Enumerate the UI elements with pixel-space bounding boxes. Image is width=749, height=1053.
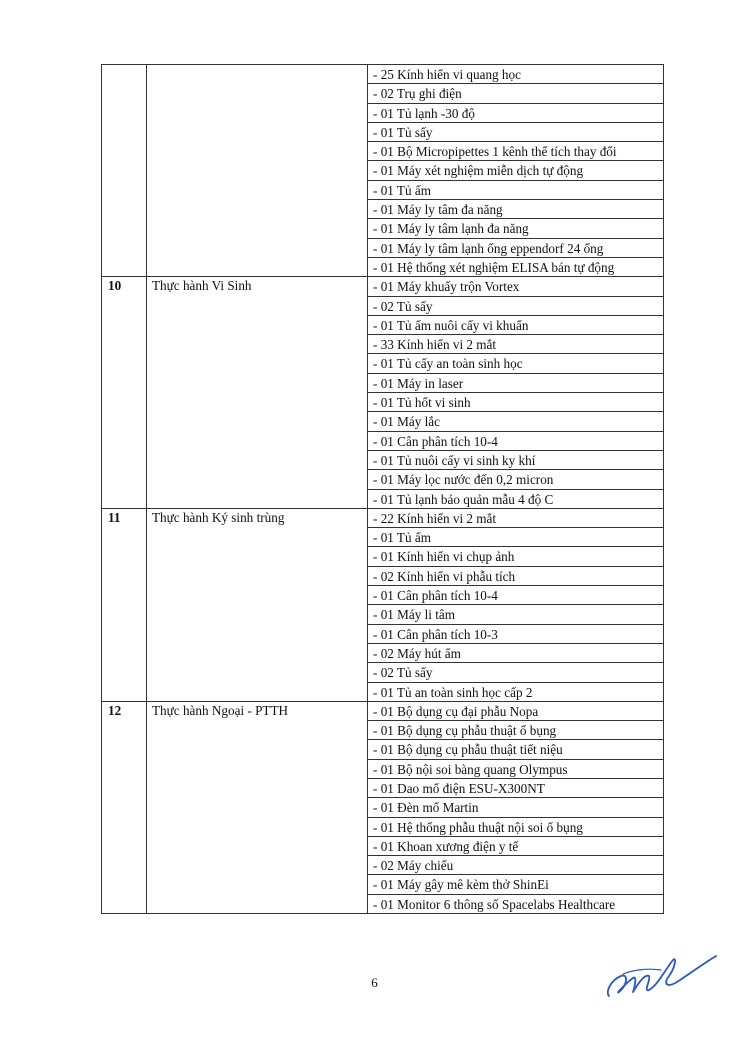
equipment-item: - 02 Trụ ghi điện <box>368 84 664 103</box>
signature-mark <box>603 940 718 1000</box>
equipment-item: - 01 Đèn mổ Martin <box>368 798 664 817</box>
equipment-item: - 01 Máy xét nghiệm miễn dịch tự động <box>368 161 664 180</box>
equipment-item: - 02 Máy hút ẩm <box>368 643 664 662</box>
equipment-item: - 01 Bộ dụng cụ đại phẫu Nopa <box>368 701 664 720</box>
equipment-item: - 01 Bộ Micropipettes 1 kênh thể tích thay đổi <box>368 142 664 161</box>
equipment-item: - 01 Máy li tâm <box>368 605 664 624</box>
equipment-item: - 01 Tủ lạnh -30 độ <box>368 103 664 122</box>
equipment-item: - 01 Máy khuấy trộn Vortex <box>368 277 664 296</box>
equipment-item: - 01 Monitor 6 thông số Spacelabs Healthcare <box>368 894 664 913</box>
equipment-item: - 01 Máy ly tâm lạnh ống eppendorf 24 ống <box>368 238 664 257</box>
equipment-item: - 01 Khoan xương điện y tế <box>368 836 664 855</box>
section-number: 12 <box>102 701 147 913</box>
equipment-item: - 01 Máy ly tâm đa năng <box>368 200 664 219</box>
equipment-item: - 01 Tủ ấm <box>368 180 664 199</box>
equipment-item: - 01 Cân phân tích 10-4 <box>368 431 664 450</box>
equipment-item: - 01 Tủ ấm nuôi cấy vi khuẩn <box>368 315 664 334</box>
table-row <box>102 65 664 84</box>
equipment-item: - 01 Hệ thống xét nghiệm ELISA bán tự động <box>368 257 664 276</box>
equipment-item: - 01 Bộ nội soi bàng quang Olympus <box>368 759 664 778</box>
equipment-item: - 01 Máy gây mê kèm thở ShinEi <box>368 875 664 894</box>
section-name: Thực hành Ngoại - PTTH <box>147 701 368 913</box>
section-name: Thực hành Vi Sinh <box>147 277 368 509</box>
equipment-item: - 01 Tủ cấy an toàn sinh học <box>368 354 664 373</box>
page-number: 6 <box>371 975 378 990</box>
equipment-item: - 01 Kính hiển vi chụp ảnh <box>368 547 664 566</box>
section-number: 10 <box>102 277 147 509</box>
equipment-item: - 02 Máy chiếu <box>368 856 664 875</box>
section-name-cell <box>147 65 368 277</box>
equipment-item: - 01 Máy in laser <box>368 373 664 392</box>
equipment-item: - 01 Dao mổ điện ESU-X300NT <box>368 778 664 797</box>
equipment-item: - 01 Máy ly tâm lạnh đa năng <box>368 219 664 238</box>
equipment-item: - 01 Tủ sấy <box>368 122 664 141</box>
equipment-item: - 22 Kính hiển vi 2 mắt <box>368 508 664 527</box>
table-row <box>102 701 664 720</box>
equipment-table <box>101 64 664 914</box>
equipment-item: - 01 Máy lắc <box>368 412 664 431</box>
section-number: 11 <box>102 508 147 701</box>
table-row <box>102 277 664 296</box>
equipment-item: - 01 Máy lọc nước đến 0,2 micron <box>368 470 664 489</box>
equipment-item: - 02 Kính hiển vi phẫu tích <box>368 566 664 585</box>
equipment-item: - 01 Cân phân tích 10-3 <box>368 624 664 643</box>
equipment-item: - 02 Tủ sấy <box>368 296 664 315</box>
equipment-item: - 01 Cân phân tích 10-4 <box>368 586 664 605</box>
equipment-item: - 01 Hệ thống phẫu thuật nội soi ổ bụng <box>368 817 664 836</box>
equipment-item: - 01 Tủ lạnh bảo quản mẫu 4 độ C <box>368 489 664 508</box>
equipment-item: - 01 Bộ dụng cụ phẫu thuật ổ bụng <box>368 721 664 740</box>
equipment-item: - 33 Kính hiển vi 2 mắt <box>368 335 664 354</box>
equipment-item: - 01 Tủ nuôi cấy vi sinh ky khí <box>368 450 664 469</box>
table-row <box>102 508 664 527</box>
equipment-item: - 01 Bộ dụng cụ phẫu thuật tiết niệu <box>368 740 664 759</box>
equipment-item: - 01 Tủ ấm <box>368 528 664 547</box>
equipment-item: - 01 Tủ hốt vi sinh <box>368 393 664 412</box>
section-number-cell <box>102 65 147 277</box>
section-name: Thực hành Ký sinh trùng <box>147 508 368 701</box>
equipment-item: - 25 Kính hiển vi quang học <box>368 65 664 84</box>
equipment-item: - 02 Tủ sấy <box>368 663 664 682</box>
table-body <box>102 65 664 914</box>
equipment-item: - 01 Tủ an toàn sinh học cấp 2 <box>368 682 664 701</box>
